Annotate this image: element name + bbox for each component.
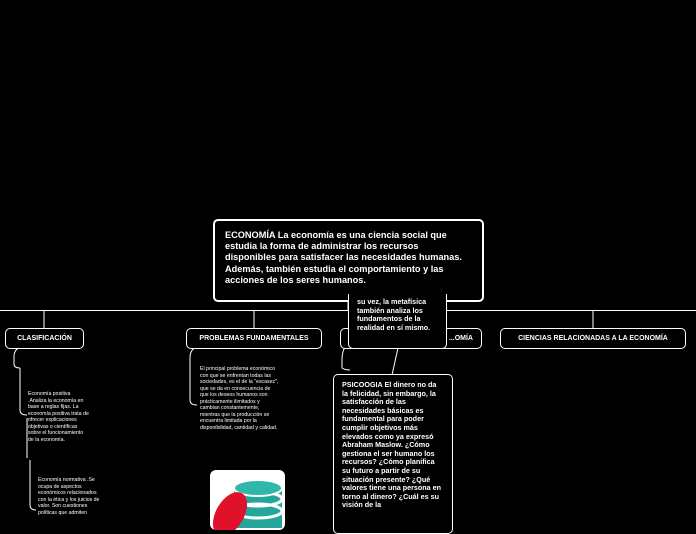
topic-problemas-fundamentales[interactable] — [186, 328, 322, 349]
note-problema-escasez: El principal problema económico con que se enfrentan todas las sociedades, es el de la "escasez", que se da en consecuencia de que los deseos humanos son prácticamente ilimitados y cambian constantemente, mientras que la producción se encuentra limitada por la disponibilidad, cantidad y calidad. — [200, 366, 279, 431]
topic-clasificacion-label: CLASIFICACIÓN — [17, 335, 72, 342]
subtopic-metafisica[interactable] — [348, 294, 447, 349]
psicologia-text: PSICOOGIA El dinero no da la felicidad, sin embargo, la satisfacción de las necesidades básicas es fundamental para poder cumplir objetivos más elevados como ya expresó Abraham Maslow. ¿Cómo gestiona el ser humano los recursos? ¿Cómo planifica su futuro a partir de su situación presente? ¿Qué valores tiene una persona en torno al dinero? ¿Cuál es su visión de la — [342, 380, 442, 510]
topic-relacion-label: ...OMÍA — [448, 335, 473, 342]
topic-clasificacion[interactable] — [5, 328, 84, 349]
central-topic[interactable] — [213, 219, 484, 302]
subtopic-psicologia[interactable] — [333, 374, 453, 534]
database-coins-icon — [210, 470, 285, 530]
note-economia-normativa: Economía normativa .Se ocupa de aspectos económicos relacionados con la ética y los juicios de valor. Son cuestiones políticas que admiten — [38, 477, 100, 516]
central-title: ECONOMÍA — [225, 230, 276, 240]
topic-ciencias-relacionadas[interactable] — [500, 328, 686, 349]
central-text: La economía es una ciencia social que estudia la forma de administrar los recursos disponibles para satisfacer las necesidades humanas. Además, también estudia el comportamiento y las acciones de los seres humanos. — [225, 230, 462, 285]
note-economia-positiva: Economía positiva .Analiza la economía en base a reglas fijas. La economía positiva trata de ofrecer explicaciones objetivas o científicas sobre el funcionamiento de la economía. — [28, 391, 89, 443]
topic-ciencias-label: CIENCIAS RELACIONADAS A LA ECONOMÍA — [518, 335, 668, 342]
metafisica-text: su vez, la metafísica también analiza los fundamentos de la realidad en sí mismo. — [357, 297, 431, 332]
topic-problemas-label: PROBLEMAS FUNDAMENTALES — [199, 335, 309, 342]
